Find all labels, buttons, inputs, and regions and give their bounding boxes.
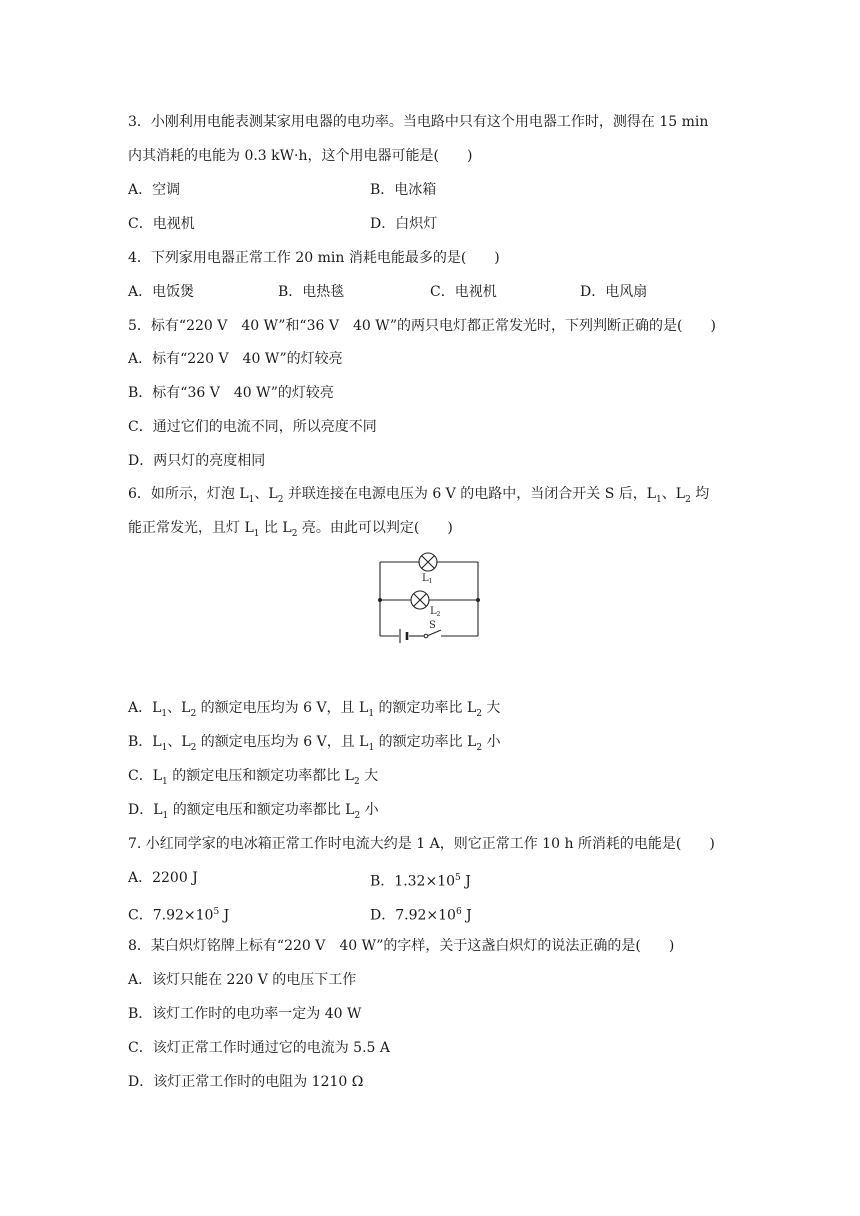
q3-stem-line2: 内其消耗的电能为 0.3 kW·h，这个用电器可能是( ) bbox=[128, 148, 473, 164]
q3-option-a: A．空调 bbox=[128, 182, 181, 198]
switch-s-label: S bbox=[429, 620, 436, 631]
q7-option-b: B．$1.32\times 10^5$ J bbox=[370, 873, 471, 890]
q6-option-a: A．$L_1$、$L_2$ 的额定电压均为 6 V，且 $L_1$ 的额定功率比 $L_2$ 大 bbox=[128, 700, 501, 719]
q3-option-c: C．电视机 bbox=[128, 216, 195, 232]
q5-option-b: B．标有“36 V 40 W”的灯较亮 bbox=[128, 385, 334, 401]
junction-right bbox=[476, 598, 480, 602]
q8-option-c: C．该灯正常工作时通过它的电流为 5.5 A bbox=[128, 1040, 390, 1056]
q6-option-b: B．$L_1$、$L_2$ 的额定电压均为 6 V，且 $L_1$ 的额定功率比 $L_2$ 小 bbox=[128, 734, 501, 753]
q6-stem-line2: 能正常发光，且灯 $L_1$ 比 $L_2$ 亮。由此可以判定( ) bbox=[128, 520, 453, 539]
q6-stem-line1: 6．如所示，灯泡 $L_1$、$L_2$ 并联连接在电源电压为 6 V 的电路中，当闭合开关 S 后，$L_1$、$L_2$ 均 bbox=[128, 486, 710, 505]
q3-stem-line1: 3．小刚利用电能表测某家用电器的电功率。当电路中只有这个用电器工作时，测得在 15 min bbox=[128, 114, 709, 130]
q7-option-a: A．2200 J bbox=[128, 870, 198, 886]
q7-option-d: D．$7.92\times 10^6$ J bbox=[370, 907, 472, 924]
lamp-l2-label: $L_2$ bbox=[430, 606, 441, 618]
q4-stem: 4．下列家用电器正常工作 20 min 消耗电能最多的是( ) bbox=[128, 250, 500, 266]
q8-option-d: D．该灯正常工作时的电阻为 1210 Ω bbox=[128, 1074, 364, 1090]
q4-option-c: C．电视机 bbox=[430, 284, 497, 300]
q4-option-a: A．电饭煲 bbox=[128, 284, 195, 300]
q5-option-a: A．标有“220 V 40 W”的灯较亮 bbox=[128, 351, 343, 367]
q5-stem: 5．标有“220 V 40 W”和“36 V 40 W”的两只电灯都正常发光时，下列判断正确的是( ) bbox=[128, 318, 716, 334]
junction-left bbox=[378, 598, 382, 602]
q7-option-c: C．$7.92\times 10^5$ J bbox=[128, 907, 230, 924]
q8-option-b: B．该灯工作时的电功率一定为 40 W bbox=[128, 1006, 362, 1022]
circuit-diagram bbox=[372, 548, 488, 648]
q5-option-d: D．两只灯的亮度相同 bbox=[128, 453, 266, 469]
q3-option-b: B．电冰箱 bbox=[370, 182, 437, 198]
q6-option-c: C．$L_1$ 的额定电压和额定功率都比 $L_2$ 大 bbox=[128, 768, 379, 787]
q3-option-d: D．白炽灯 bbox=[370, 216, 438, 232]
lamp-l1-label: $L_1$ bbox=[422, 573, 433, 585]
q8-option-a: A．该灯只能在 220 V 的电压下工作 bbox=[128, 972, 357, 988]
q5-option-c: C．通过它们的电流不同，所以亮度不同 bbox=[128, 419, 377, 435]
q6-option-d: D．$L_1$ 的额定电压和额定功率都比 $L_2$ 小 bbox=[128, 802, 379, 821]
q4-option-b: B．电热毯 bbox=[278, 284, 345, 300]
q7-stem: 7. 小红同学家的电冰箱正常工作时电流大约是 1 A，则它正常工作 10 h 所消耗的电能是( ) bbox=[128, 836, 715, 852]
q8-stem: 8．某白炽灯铭牌上标有“220 V 40 W”的字样，关于这盏白炽灯的说法正确的是( ) bbox=[128, 938, 675, 954]
q4-option-d: D．电风扇 bbox=[580, 284, 648, 300]
